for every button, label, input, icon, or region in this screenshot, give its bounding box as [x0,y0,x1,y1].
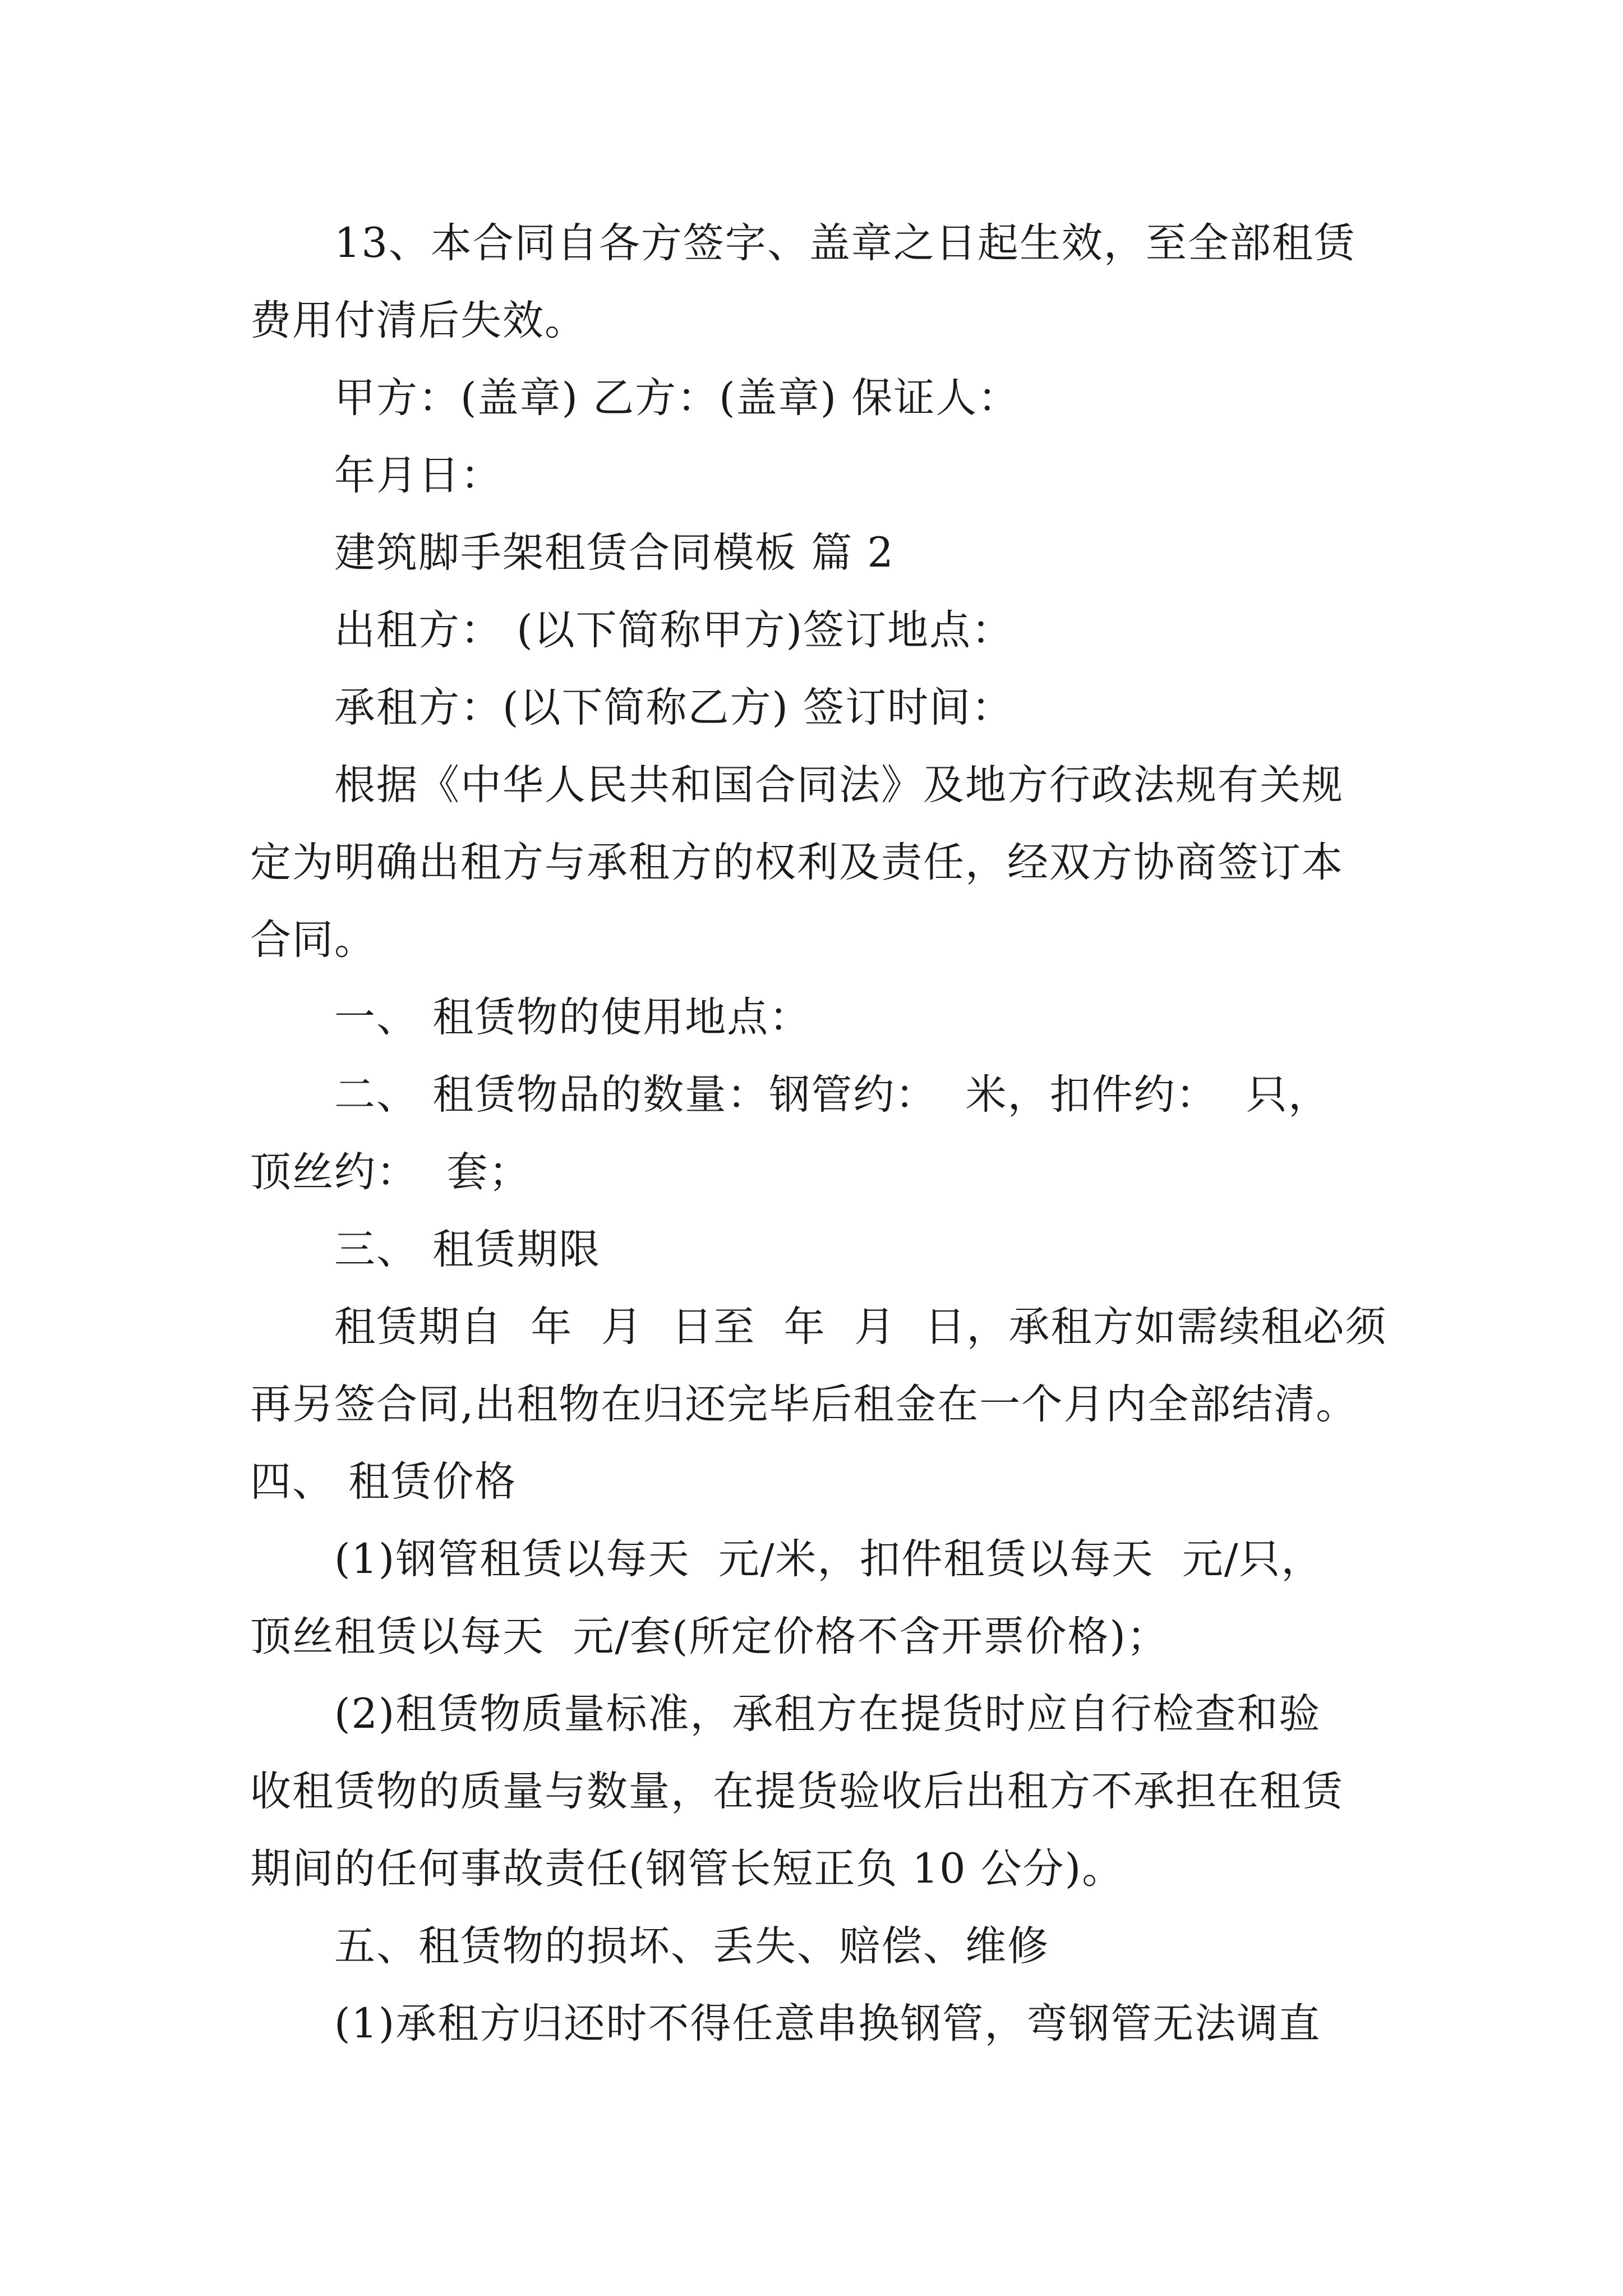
party-line: 承租方：(以下简称乙方) 签订时间： [334,684,1014,731]
section-title: 建筑脚手架租赁合同模板 篇 2 [334,529,895,577]
text-line: 期间的任何事故责任(钢管长短正负 10 公分)。 [250,1845,1124,1893]
clause-heading: 三、 租赁期限 [334,1226,601,1273]
text-line: (1)承租方归还时不得任意串换钢管，弯钢管无法调直 [334,2000,1321,2047]
text-line: 租赁期自 年 月 日至 年 月 日，承租方如需续租必须 [334,1303,1387,1351]
clause-heading: 一、 租赁物的使用地点： [334,993,811,1041]
text-line: 顶丝租赁以每天 元/套(所定价格不含开票价格)； [250,1613,1169,1660]
clause-heading: 二、 租赁物品的数量：钢管约： 米，扣件约： 只， [334,1071,1331,1119]
text-line: (1)钢管租赁以每天 元/米，扣件租赁以每天 元/只， [334,1535,1324,1583]
party-line: 出租方： (以下简称甲方)签订地点： [334,606,1014,654]
date-line: 年月日： [334,452,502,499]
text-line: 顶丝约： 套； [250,1148,531,1196]
text-line: 13、本合同自各方签字、盖章之日起生效，至全部租赁 [334,219,1356,267]
text-line: (2)租赁物质量标准，承租方在提货时应自行检查和验 [334,1690,1321,1738]
text-line: 收租赁物的质量与数量，在提货验收后出租方不承担在租赁 [250,1768,1344,1815]
document-body [250,205,1387,2063]
text-line: 再另签合同,出租物在归还完毕后租金在一个月内全部结清。 [250,1381,1358,1428]
text-line: 合同。 [250,916,376,964]
text-line: 根据《中华人民共和国合同法》及地方行政法规有关规 [334,761,1344,809]
text-line: 定为明确出租方与承租方的权利及责任，经双方协商签订本 [250,839,1344,886]
clause-heading: 五、租赁物的损坏、丢失、赔偿、维修 [334,1922,1049,1970]
text-line: 费用付清后失效。 [250,297,587,344]
clause-heading: 四、 租赁价格 [250,1458,517,1506]
signature-line: 甲方：(盖章) 乙方：(盖章) 保证人： [334,374,1020,422]
